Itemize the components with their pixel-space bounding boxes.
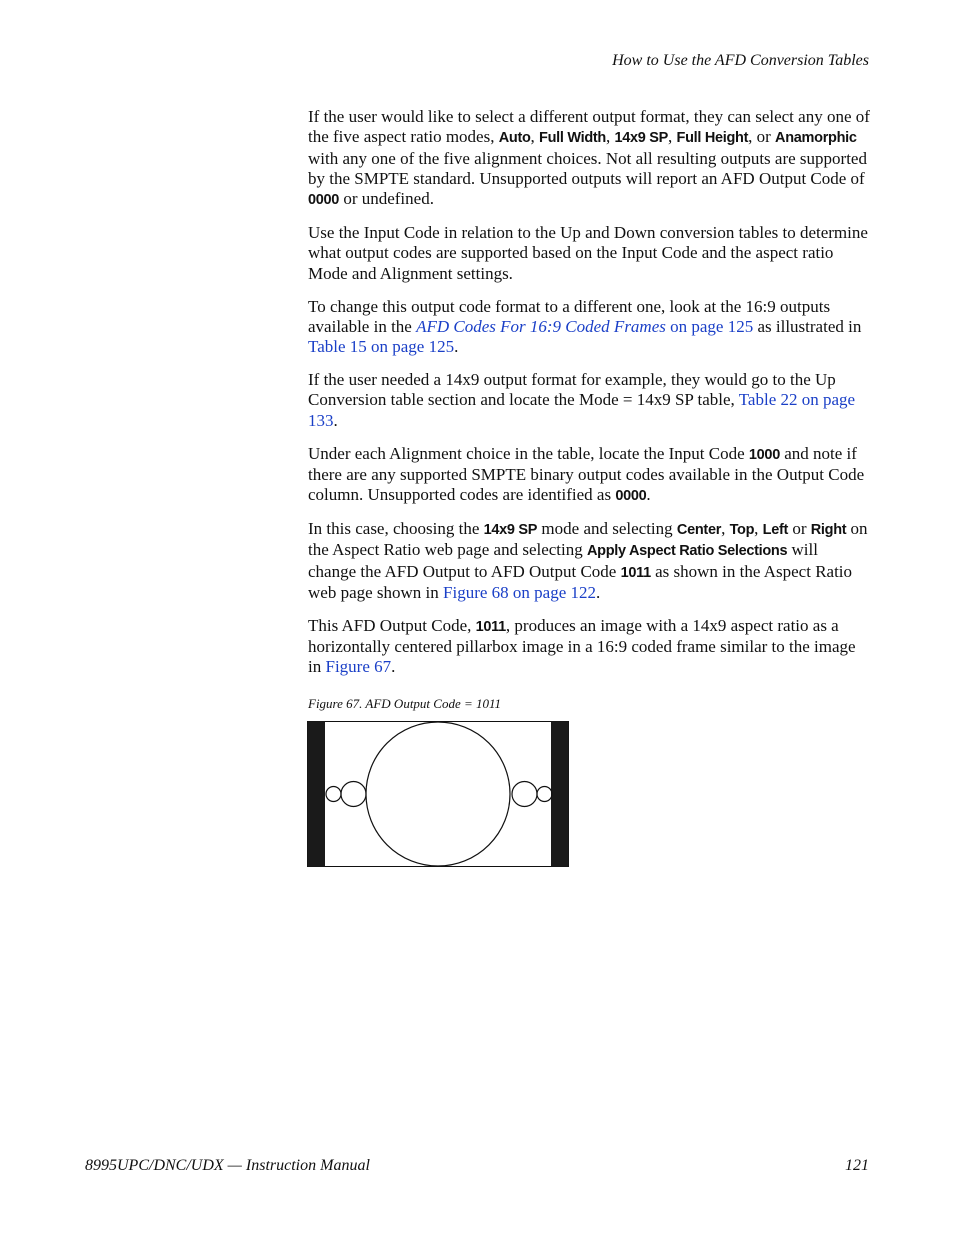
table-15-link[interactable]: Table 15 on page 125 xyxy=(308,337,455,357)
table-22-link[interactable]: Table 22 on page 133 xyxy=(308,390,856,430)
left-label: Left xyxy=(762,522,789,539)
top-label: Top xyxy=(729,522,755,539)
paragraph-change-format: To change this output code format to a different one, look at the 16:9 outputs available in the AFD Codes For 16:9 Coded Frames on page 125 as illustrated in Table 15 on page 125. xyxy=(308,296,862,357)
left-pillar-bar xyxy=(308,722,326,867)
apply-selections-label: Apply Aspect Ratio Selections xyxy=(587,543,788,560)
right-label: Right xyxy=(810,522,847,539)
figure-68-link[interactable]: Figure 68 on page 122 xyxy=(443,582,597,602)
body-text xyxy=(308,107,870,690)
figure-67-link[interactable]: Figure 67 xyxy=(325,657,392,677)
center-label: Center xyxy=(676,522,722,539)
anamorphic-mode-label: Anamorphic xyxy=(775,130,857,147)
code-0000: 0000 xyxy=(308,192,340,209)
code-1011: 1011 xyxy=(620,564,651,581)
paragraph-14x9-example: If the user needed a 14x9 output format for example, they would go to the Up Conversion table section and locate the Mode = 14x9 SP table, Table 22 on page 133. xyxy=(308,370,856,430)
auto-mode-label: Auto xyxy=(498,130,531,147)
right-pillar-bar xyxy=(551,722,569,867)
afd-codes-page-link[interactable]: on page 125 xyxy=(665,316,754,336)
pillarbox-figure xyxy=(307,721,569,867)
figure-caption: Figure 67. AFD Output Code = 1011 xyxy=(308,696,502,711)
paragraph-aspect-modes: If the user would like to select a different output format, they can select any one of the five aspect ratio modes, Auto, Full Width, 14x9 SP, Full Height, or Anamorphic with any one of the five alignment choices. Not all resulting outputs are supported by the SMPTE standard. Unsupported outputs will report an AFD Output Code of 0000 or undefined. xyxy=(308,107,870,209)
14x9-sp-mode-label: 14x9 SP xyxy=(483,522,538,539)
full-width-mode-label: Full Width xyxy=(539,130,606,147)
coded-frame-border xyxy=(308,722,569,867)
paragraph-alignment-choice: Under each Alignment choice in the table, locate the Input Code 1000 and note if there are any supported SMPTE binary output codes available in the Output Code column. Unsupported codes are identified as 0000. xyxy=(308,443,865,505)
footer-manual-title: 8995UPC/DNC/UDX — Instruction Manual xyxy=(85,1157,370,1174)
pillarbox-diagram xyxy=(307,721,569,867)
paragraph-input-code: Use the Input Code in relation to the Up and Down conversion tables to determine what output codes are supported based on the Input Code and the aspect ratio Mode and Alignment settings. xyxy=(308,223,868,283)
footer-page-number: 121 xyxy=(845,1157,869,1174)
running-header: How to Use the AFD Conversion Tables xyxy=(612,52,869,69)
full-height-mode-label: Full Height xyxy=(676,130,749,147)
paragraph-this-case: In this case, choosing the 14x9 SP mode and selecting Center, Top, Left or Right on the Aspect Ratio web page and selecting Apply Aspect Ratio Selections will change the AFD Output to AFD Output Code 1011 as shown in the Aspect Ratio web page shown in Figure 68 on page 122. xyxy=(308,519,868,602)
afd-codes-link[interactable]: AFD Codes For 16:9 Coded Frames xyxy=(416,316,666,336)
code-1000: 1000 xyxy=(748,446,780,463)
code-0000: 0000 xyxy=(615,488,647,505)
code-1011: 1011 xyxy=(475,618,506,635)
paragraph-output-code: This AFD Output Code, 1011, produces an image with a 14x9 aspect ratio as a horizontally centered pillarbox image in a 16:9 coded frame similar to the image in Figure 67. xyxy=(308,615,856,677)
14x9-sp-mode-label: 14x9 SP xyxy=(614,130,669,147)
